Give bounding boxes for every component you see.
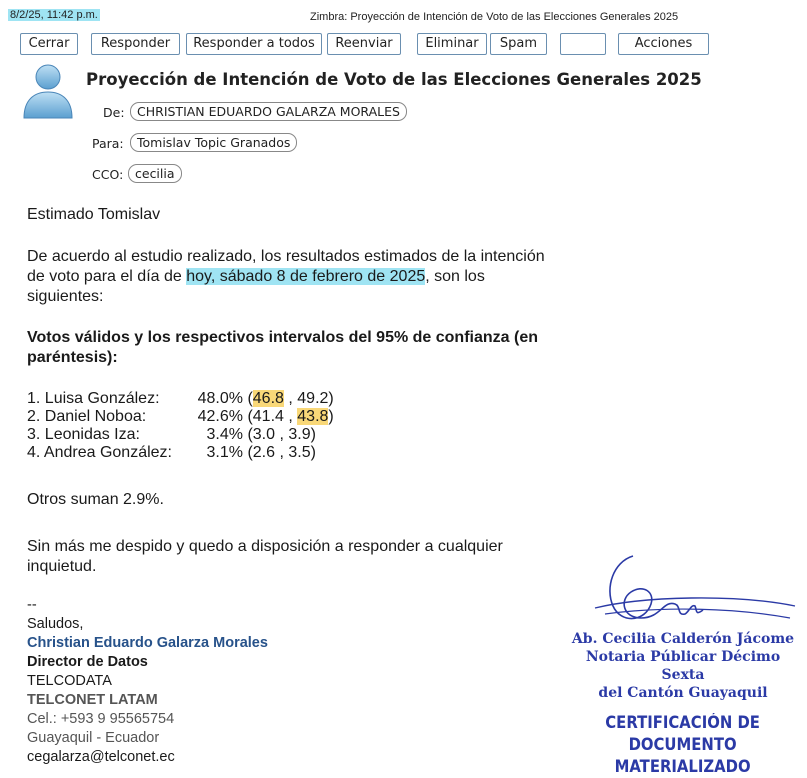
interval-paren: ) (328, 408, 334, 425)
signature-salutation: Saludos, (27, 616, 84, 632)
signature-role: Director de Datos (27, 654, 148, 670)
list-item (27, 408, 334, 426)
signature-phone: Cel.: +593 9 95565754 (27, 711, 175, 727)
close-button[interactable]: Cerrar (20, 33, 78, 55)
candidate-percent: 3.4% (206, 426, 243, 443)
interval-paren: ( (247, 390, 253, 407)
closing-text: Sin más me despido y quedo a disposición a responder a cualquier (27, 538, 503, 555)
closing-text: inquietud. (27, 558, 97, 575)
intro-text: de voto para el día de (27, 268, 187, 285)
interval-paren: ( (247, 444, 253, 461)
from-address-pill[interactable]: CHRISTIAN EDUARDO GALARZA MORALES (130, 102, 407, 121)
bcc-address-pill[interactable]: cecilia (128, 164, 182, 183)
interval-low: 2.6 (252, 444, 276, 461)
message-subject: Proyección de Intención de Voto de las Elecciones Generales 2025 (86, 70, 702, 89)
interval-high: 3.5 (288, 444, 311, 461)
candidate-percent: 48.0% (197, 390, 243, 407)
others-text: Otros suman 2.9%. (27, 491, 164, 508)
list-item (27, 444, 316, 462)
forward-button[interactable]: Reenviar (327, 33, 401, 55)
from-label: De: (103, 105, 125, 120)
notary-stamp-line: Ab. Cecilia Calderón Jácome (571, 631, 795, 647)
candidate-name: 4. Andrea González: (27, 444, 172, 461)
highlighted-date: hoy, sábado 8 de febrero de 2025 (186, 268, 426, 285)
interval-sep: , (283, 390, 298, 407)
email-signature (27, 596, 268, 767)
to-label: Para: (92, 136, 124, 151)
interval-paren: ) (328, 390, 334, 407)
interval-sep: , (275, 444, 289, 461)
certification-stamp (562, 712, 803, 778)
print-page-title: Zimbra: Proyección de Intención de Voto de las Elecciones Generales 2025 (310, 11, 679, 23)
actions-button[interactable]: Acciones (618, 33, 709, 55)
interval-paren: ( (247, 426, 253, 443)
candidate-name: 1. Luisa González: (27, 390, 160, 407)
to-address-pill[interactable]: Tomislav Topic Granados (130, 133, 297, 152)
blank-toolbar-button[interactable] (560, 33, 606, 55)
notary-stamp-line: Notaria Públicar Décimo Sexta (585, 649, 781, 683)
interval-paren: ) (310, 444, 316, 461)
signature-group: TELCONET LATAM (27, 692, 158, 708)
greeting: Estimado Tomislav (27, 206, 161, 223)
interval-high: 43.8 (297, 408, 329, 425)
results-heading-line: paréntesis): (27, 349, 118, 366)
interval-sep: , (275, 426, 289, 443)
interval-paren: ) (310, 426, 316, 443)
closing-paragraph (27, 537, 627, 577)
candidate-name: 2. Daniel Noboa: (27, 408, 147, 425)
bcc-label: CCO: (92, 167, 124, 182)
interval-low: 46.8 (252, 390, 284, 407)
candidate-percent: 42.6% (197, 408, 243, 425)
interval-high: 3.9 (288, 426, 311, 443)
interval-high: 49.2 (297, 390, 329, 407)
intro-text: siguientes: (27, 288, 104, 305)
interval-low: 3.0 (252, 426, 276, 443)
interval-low: 41.4 (252, 408, 284, 425)
reply-all-button[interactable]: Responder a todos (186, 33, 322, 55)
certification-line: MATERIALIZADO (614, 757, 751, 776)
reply-button[interactable]: Responder (91, 33, 180, 55)
intro-text: De acuerdo al estudio realizado, los resultados estimados de la intención (27, 248, 545, 265)
list-item (27, 390, 334, 408)
signature-dashes: -- (27, 597, 37, 613)
intro-paragraph (27, 247, 647, 307)
signature-company: TELCODATA (27, 673, 112, 689)
notary-handwritten-signature (585, 548, 800, 640)
list-item (27, 426, 316, 444)
candidate-name: 3. Leonidas Iza: (27, 426, 140, 443)
notary-stamp-line: del Cantón Guayaquil (598, 685, 768, 701)
candidate-percent: 3.1% (206, 444, 243, 461)
interval-sep: , (283, 408, 298, 425)
signature-name: Christian Eduardo Galarza Morales (27, 635, 268, 651)
print-datetime: 8/2/25, 11:42 p.m. (10, 9, 98, 21)
delete-button[interactable]: Eliminar (417, 33, 487, 55)
spam-button[interactable]: Spam (490, 33, 547, 55)
certification-line: CERTIFICACIÓN DE DOCUMENTO (605, 713, 760, 754)
notary-stamp (565, 630, 801, 702)
intro-text: , son los (425, 268, 485, 285)
sender-avatar-icon (20, 60, 76, 120)
signature-city: Guayaquil - Ecuador (27, 730, 160, 746)
results-heading (27, 328, 538, 368)
results-heading-line: Votos válidos y los respectivos intervalos del 95% de confianza (en (27, 329, 538, 346)
signature-email[interactable]: cegalarza@telconet.ec (27, 749, 175, 765)
interval-paren: ( (247, 408, 253, 425)
